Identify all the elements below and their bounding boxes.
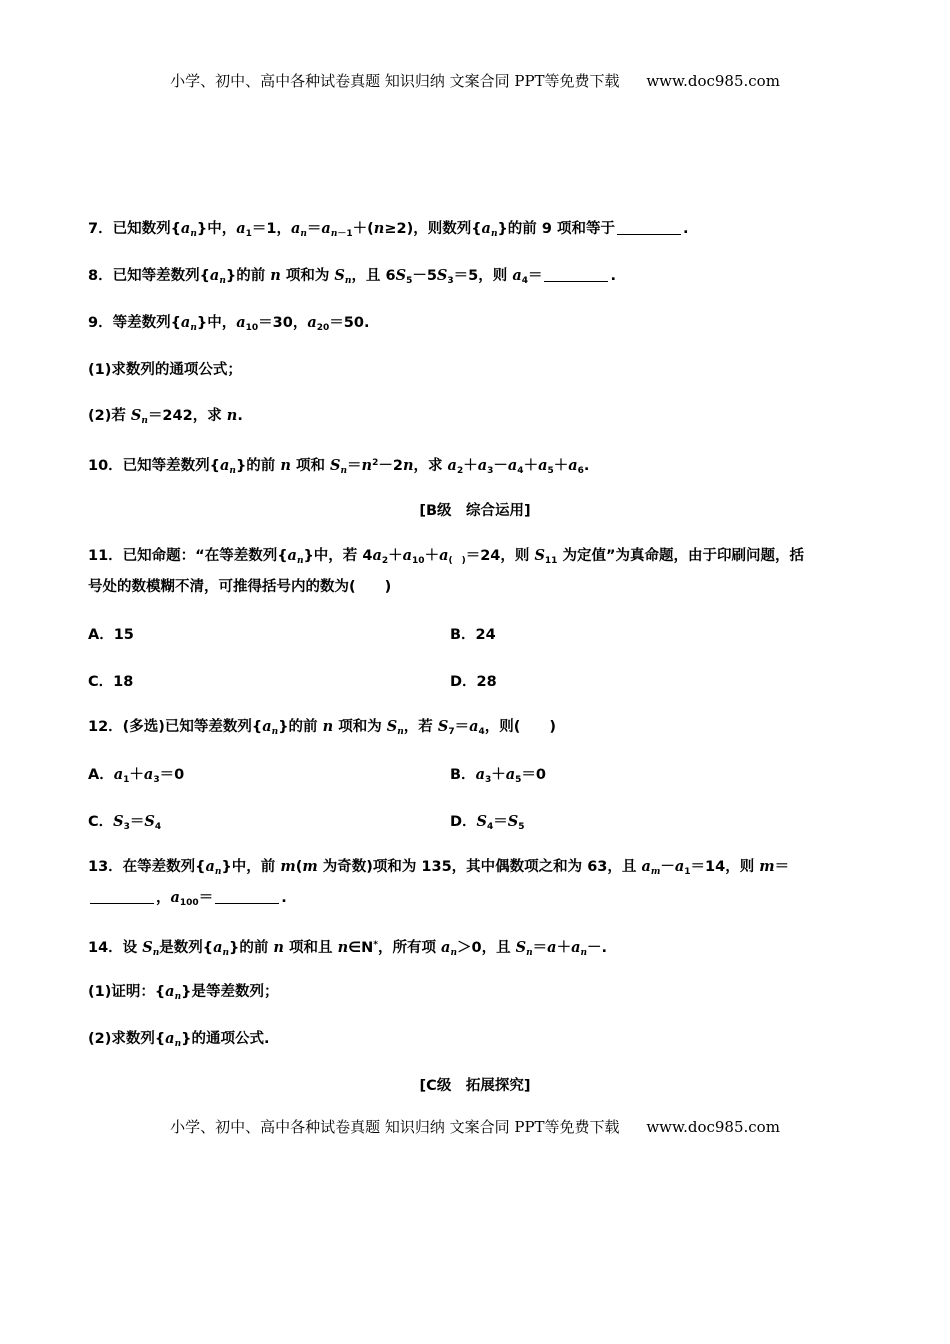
q11-option-c[interactable]: C．18 [88, 674, 134, 690]
question-14-part-2: (2)求数列$\{a_n\}$的通项公式. [88, 1030, 270, 1049]
q12-option-c[interactable]: C．$S_3=S_4$ [88, 813, 162, 832]
question-10: 10．已知等差数列$\{a_n\}$的前 n 项和 $S_n=n^2-2n$，求 $a_2+a_3-a_4+a_5+a_6$. [88, 457, 590, 476]
header-url[interactable]: www.doc985.com [646, 72, 780, 90]
q12-option-b[interactable]: B．$a_3+a_5=0$ [450, 766, 546, 785]
question-7: 7．已知数列$\{a_n\}$中，$a_1=1$，$a_n=a_{n-1}+(n\ge 2)$，则数列$\{a_n\}$的前 9 项和等于 . [88, 220, 689, 239]
question-9-part-1: (1)求数列的通项公式； [88, 362, 242, 378]
question-13-cont: ，$a_{100}=$ . [88, 887, 868, 914]
question-12: 12．(多选)已知等差数列$\{a_n\}$的前 n 项和为 $S_n$，若 $S_7=a_4$，则( ) [88, 718, 557, 737]
footer-text: 小学、初中、高中各种试卷真题 知识归纳 文案合同 PPT等免费下载 [170, 1118, 620, 1136]
question-11-cont: 号处的数模糊不清，可推得括号内的数为( ) [88, 579, 392, 595]
q11-option-b[interactable]: B．24 [450, 627, 496, 643]
question-8: 8．已知等差数列$\{a_n\}$的前 n 项和为 $S_n$，且 $6S_5-5S_3=5$，则 $a_4=$ . [88, 267, 616, 286]
page-header [0, 70, 950, 91]
question-9: 9．等差数列$\{a_n\}$中，$a_{10}=30$，$a_{20}=50$. [88, 314, 370, 333]
question-14-part-1: (1)证明：$\{a_n\}$是等差数列； [88, 983, 279, 1002]
q12-option-d[interactable]: D．$S_4=S_5$ [450, 813, 525, 832]
question-14: 14．设 $S_n$是数列$\{a_n\}$的前 n 项和且 n∈N*，所有项 $a_n>0$，且 $S_n=a+a_n-$. [88, 939, 608, 958]
page-footer [0, 1116, 950, 1137]
header-text: 小学、初中、高中各种试卷真题 知识归纳 文案合同 PPT等免费下载 [170, 72, 620, 90]
footer-url[interactable]: www.doc985.com [646, 1118, 780, 1136]
question-13: 13．在等差数列$\{a_n\}$中，前 m(m 为奇数)项和为 135，其中偶数项之和为 63，且 $a_m-a_1=14$，则 m＝ [88, 858, 790, 877]
q11-option-a[interactable]: A．15 [88, 627, 134, 643]
question-11: 11．已知命题：“在等差数列$\{a_n\}$中，若 $4a_2+a_{10}+a_{( )}=24$，则 $S_{11}$ 为定值”为真命题，由于印刷问题，括 [88, 547, 805, 566]
q11-option-d[interactable]: D．28 [450, 674, 497, 690]
q12-option-a[interactable]: A．$a_1+a_3=0$ [88, 766, 185, 785]
section-b-heading: [B级 综合运用] [419, 503, 531, 519]
section-c-heading: [C级 拓展探究] [419, 1078, 531, 1094]
question-9-part-2: (2)若 $S_n=242$，求 n. [88, 407, 243, 426]
